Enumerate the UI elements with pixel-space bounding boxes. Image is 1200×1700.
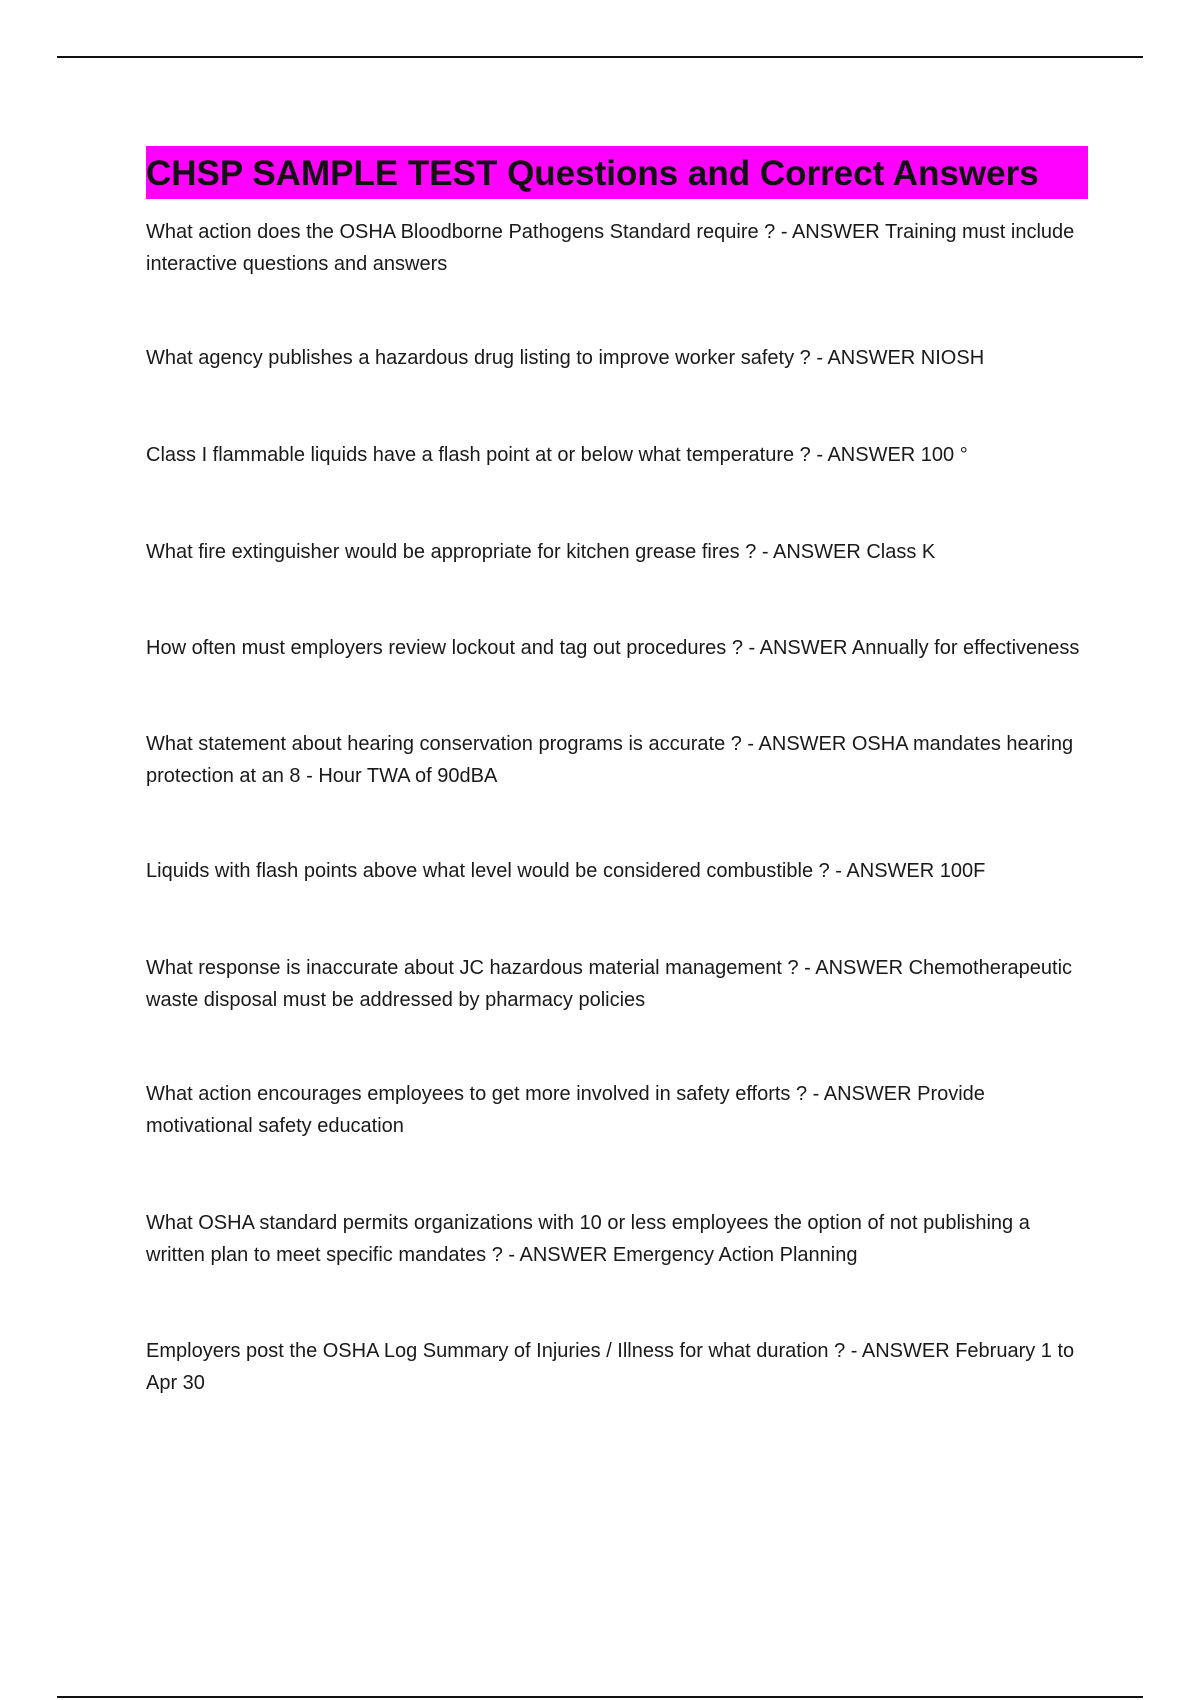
qa-item: What response is inaccurate about JC hazardous material management ? - ANSWER Chemotherapeutic waste disposal must be addressed by pharmacy policies	[146, 957, 1073, 1011]
qa-item: What fire extinguisher would be appropriate for kitchen grease fires ? - ANSWER Class K	[146, 541, 936, 563]
qa-item: What action encourages employees to get more involved in safety efforts ? - ANSWER Provide motivational safety education	[146, 1083, 985, 1137]
top-rule	[57, 56, 1143, 58]
qa-item: What OSHA standard permits organizations with 10 or less employees the option of not publishing a written plan to meet specific mandates ? - ANSWER Emergency Action Planning	[146, 1212, 1030, 1266]
qa-list	[146, 216, 1090, 1399]
qa-item: What statement about hearing conservation programs is accurate ? - ANSWER OSHA mandates hearing protection at an 8 - Hour TWA of 90dBA	[146, 733, 1074, 787]
document-title: CHSP SAMPLE TEST Questions and Correct Answers	[146, 146, 1088, 199]
qa-item: How often must employers review lockout and tag out procedures ? - ANSWER Annually for effectiveness	[146, 637, 1080, 659]
qa-item: What agency publishes a hazardous drug listing to improve worker safety ? - ANSWER NIOSH	[146, 347, 985, 369]
qa-item: Employers post the OSHA Log Summary of Injuries / Illness for what duration ? - ANSWER February 1 to Apr 30	[146, 1340, 1075, 1394]
qa-item: Class I flammable liquids have a flash point at or below what temperature ? - ANSWER 100 °	[146, 444, 968, 466]
qa-item: Liquids with flash points above what level would be considered combustible ? - ANSWER 100F	[146, 860, 986, 882]
qa-item: What action does the OSHA Bloodborne Pathogens Standard require ? - ANSWER Training must include interactive questions and answers	[146, 221, 1075, 275]
bottom-rule	[57, 1696, 1143, 1698]
document-body	[146, 146, 1090, 1399]
